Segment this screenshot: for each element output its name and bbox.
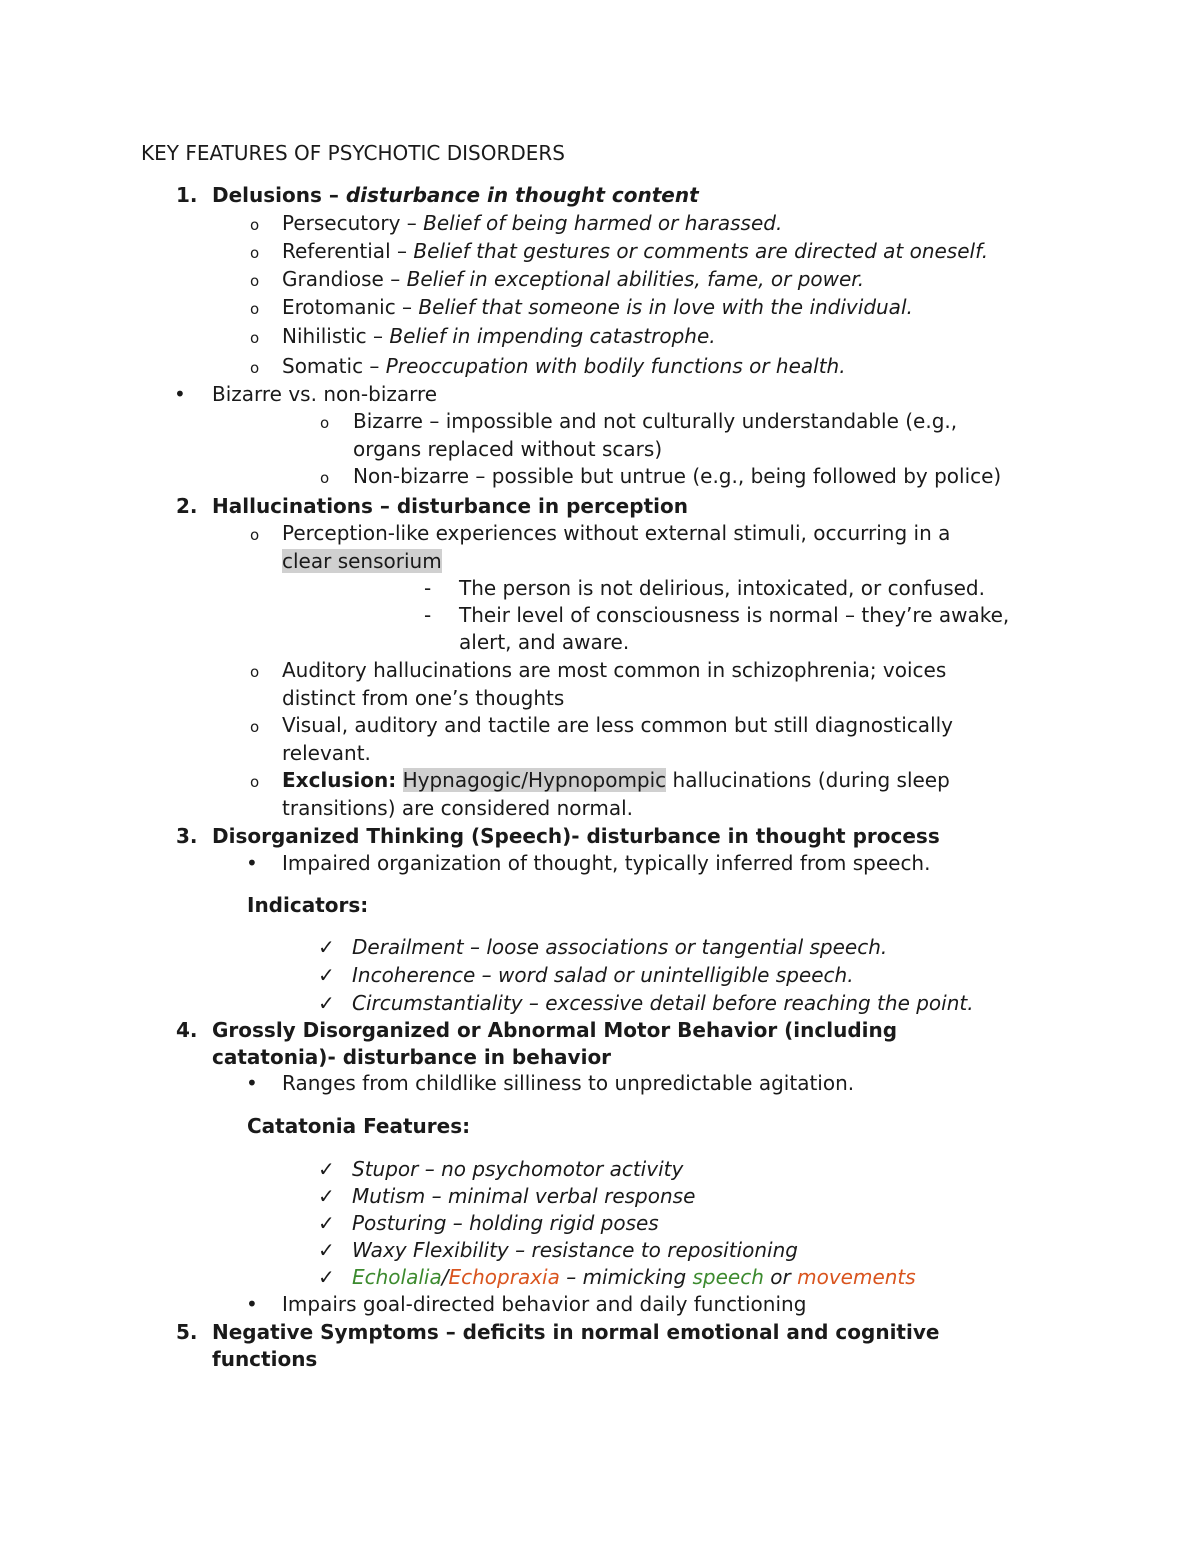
heading-emphasis: disturbance in thought content xyxy=(345,183,699,207)
item-text: or xyxy=(763,1265,798,1289)
section-number: 2. xyxy=(176,494,198,518)
section-heading: Negative Symptoms – deficits in normal emotional and cognitive xyxy=(212,1320,940,1344)
check-item: Stupor – no psychomotor activity xyxy=(352,1157,684,1181)
item-definition: Preoccupation with bodily functions or health. xyxy=(385,354,846,378)
echolalia-term: Echolalia xyxy=(352,1265,442,1289)
section-number: 1. xyxy=(176,183,198,207)
list-item: Impairs goal-directed behavior and daily functioning xyxy=(282,1292,807,1316)
checkmark-icon: ✓ xyxy=(318,991,335,1015)
exclusion-label: Exclusion: xyxy=(282,768,397,792)
item-definition: Belief of being harmed or harassed. xyxy=(423,211,783,235)
list-item-continuation: relevant. xyxy=(282,741,371,765)
highlighted-text: clear sensorium xyxy=(282,549,442,573)
checkmark-icon: ✓ xyxy=(318,935,335,959)
section-heading xyxy=(212,183,699,207)
sub-item-continuation: alert, and aware. xyxy=(459,630,630,654)
item-term: Erotomanic – xyxy=(282,295,419,319)
bullet-o-icon: o xyxy=(320,469,330,487)
list-item xyxy=(282,267,864,291)
section-heading: Grossly Disorganized or Abnormal Motor Behavior (including xyxy=(212,1018,898,1042)
list-item-continuation: organs replaced without scars) xyxy=(353,437,663,461)
checkmark-icon: ✓ xyxy=(318,1157,335,1181)
bullet-o-icon: o xyxy=(250,663,260,681)
bullet-dot-icon: • xyxy=(246,1071,258,1095)
list-item: Impaired organization of thought, typically inferred from speech. xyxy=(282,851,931,875)
document-title: KEY FEATURES OF PSYCHOTIC DISORDERS xyxy=(141,141,565,165)
check-item: Incoherence – word salad or unintelligible speech. xyxy=(352,963,854,987)
bullet-o-icon: o xyxy=(250,329,260,347)
checkmark-icon: ✓ xyxy=(318,1265,335,1289)
checkmark-icon: ✓ xyxy=(318,1238,335,1262)
bullet-o-icon: o xyxy=(250,359,260,377)
slash-separator: / xyxy=(441,1265,449,1289)
indicators-label: Indicators: xyxy=(247,893,369,917)
list-item: Auditory hallucinations are most common in schizophrenia; voices xyxy=(282,658,947,682)
bullet-o-icon: o xyxy=(250,526,260,544)
list-item: Visual, auditory and tactile are less common but still diagnostically xyxy=(282,713,954,737)
section-number: 5. xyxy=(176,1320,198,1344)
bullet-dot-icon: • xyxy=(246,1292,258,1316)
item-term: Somatic – xyxy=(282,354,386,378)
section-heading: Disorganized Thinking (Speech)- disturbance in thought process xyxy=(212,824,940,848)
list-item-continuation: transitions) are considered normal. xyxy=(282,796,634,820)
section-number: 4. xyxy=(176,1018,198,1042)
check-item: Posturing – holding rigid poses xyxy=(352,1211,659,1235)
check-item xyxy=(352,1265,916,1289)
bullet-o-icon: o xyxy=(250,718,260,736)
check-item: Circumstantiality – excessive detail before reaching the point. xyxy=(352,991,974,1015)
bullet-o-icon: o xyxy=(250,216,260,234)
item-term: Persecutory – xyxy=(282,211,424,235)
item-definition: Belief in impending catastrophe. xyxy=(389,324,716,348)
list-item-continuation: distinct from one’s thoughts xyxy=(282,686,565,710)
item-definition: Belief in exceptional abilities, fame, or power. xyxy=(406,267,865,291)
item-text: – mimicking xyxy=(559,1265,693,1289)
movements-term: movements xyxy=(797,1265,916,1289)
dash-icon: - xyxy=(424,576,432,600)
check-item: Derailment – loose associations or tangential speech. xyxy=(352,935,888,959)
section-heading-continuation: catatonia)- disturbance in behavior xyxy=(212,1045,612,1069)
list-item: Bizarre – impossible and not culturally understandable (e.g., xyxy=(353,409,958,433)
bullet-dot-icon: • xyxy=(246,851,258,875)
check-item: Mutism – minimal verbal response xyxy=(352,1184,696,1208)
catatonia-label: Catatonia Features: xyxy=(247,1114,471,1138)
item-definition: Belief that someone is in love with the individual. xyxy=(418,295,913,319)
list-item: Perception-like experiences without external stimuli, occurring in a xyxy=(282,521,951,545)
list-item: Ranges from childlike silliness to unpredictable agitation. xyxy=(282,1071,855,1095)
section-number: 3. xyxy=(176,824,198,848)
checkmark-icon: ✓ xyxy=(318,1184,335,1208)
section-heading-continuation: functions xyxy=(212,1347,318,1371)
sub-item: Their level of consciousness is normal – they’re awake, xyxy=(459,603,1010,627)
item-term: Grandiose – xyxy=(282,267,407,291)
list-item xyxy=(282,324,716,348)
dash-icon: - xyxy=(424,603,432,627)
bullet-o-icon: o xyxy=(250,244,260,262)
item-definition: Belief that gestures or comments are directed at oneself. xyxy=(413,239,989,263)
list-item xyxy=(282,354,846,378)
item-term: Referential – xyxy=(282,239,414,263)
echopraxia-term: Echopraxia xyxy=(448,1265,560,1289)
checkmark-icon: ✓ xyxy=(318,963,335,987)
highlighted-text: Hypnagogic/Hypnopompic xyxy=(402,768,667,792)
bullet-o-icon: o xyxy=(250,272,260,290)
list-item: Non-bizarre – possible but untrue (e.g., being followed by police) xyxy=(353,464,1002,488)
item-text: hallucinations (during sleep xyxy=(666,768,950,792)
list-item xyxy=(282,768,950,792)
list-item xyxy=(282,239,988,263)
list-item xyxy=(282,211,782,235)
list-item xyxy=(282,295,913,319)
item-term: Nihilistic – xyxy=(282,324,390,348)
sub-item: The person is not delirious, intoxicated, or confused. xyxy=(459,576,985,600)
checkmark-icon: ✓ xyxy=(318,1211,335,1235)
bullet-o-icon: o xyxy=(250,773,260,791)
section-heading: Hallucinations – disturbance in perception xyxy=(212,494,688,518)
check-item: Waxy Flexibility – resistance to repositioning xyxy=(352,1238,798,1262)
heading-text: Delusions – xyxy=(212,183,346,207)
bullet-o-icon: o xyxy=(320,414,330,432)
speech-term: speech xyxy=(692,1265,764,1289)
bullet-o-icon: o xyxy=(250,300,260,318)
bullet-dot-icon: • xyxy=(174,382,186,406)
list-item: Bizarre vs. non-bizarre xyxy=(212,382,438,406)
list-item-continuation xyxy=(282,549,442,573)
